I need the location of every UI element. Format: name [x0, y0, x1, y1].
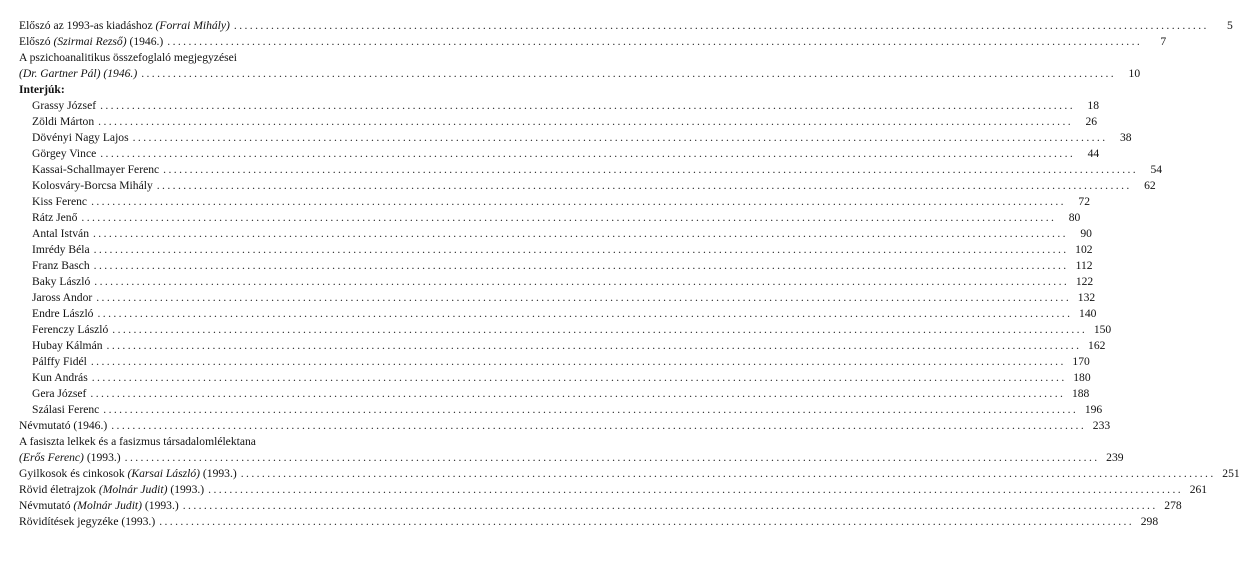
toc-entry-text: Interjúk: — [19, 83, 65, 96]
toc-entry — [19, 290, 1096, 306]
toc-entry-text: (1993.) — [200, 467, 237, 480]
dot-leader — [179, 498, 1162, 514]
dot-leader — [153, 178, 1136, 194]
dot-leader — [99, 402, 1082, 418]
toc-entry-title — [32, 226, 89, 242]
toc-entry-title — [19, 450, 121, 466]
toc-entry — [19, 482, 1208, 498]
toc-entry — [19, 114, 1098, 130]
toc-entry-text: Kiss Ferenc — [32, 195, 88, 208]
toc-page-number: 80 — [1068, 211, 1081, 224]
toc-entry — [19, 466, 1240, 482]
toc-entry-text: (1993.) — [167, 483, 205, 496]
toc-entry — [19, 514, 1159, 530]
toc-entry — [19, 386, 1090, 402]
toc-page-number: 278 — [1164, 499, 1182, 512]
toc-entry-text: Kassai-Schallmayer Ferenc — [32, 163, 160, 176]
toc-entry — [19, 498, 1182, 514]
table-of-contents — [19, 18, 1240, 530]
toc-entry-author: (Erős Ferenc) — [19, 451, 84, 464]
dot-leader — [90, 258, 1073, 274]
dot-leader — [121, 450, 1104, 466]
toc-page-number: 10 — [1128, 67, 1141, 80]
toc-entry-title — [32, 370, 88, 386]
toc-entry — [19, 50, 443, 66]
toc-entry-title — [19, 82, 65, 98]
toc-entry-text: Kun András — [32, 371, 88, 384]
toc-entry — [19, 66, 1141, 82]
toc-entry-text: Rátz Jenő — [32, 211, 78, 224]
toc-entry-text: Hubay Kálmán — [32, 339, 103, 352]
toc-entry-title — [32, 402, 99, 418]
toc-page-number: 132 — [1077, 291, 1096, 304]
toc-entry-text: Szálasi Ferenc — [32, 403, 100, 416]
toc-entry — [19, 34, 1167, 50]
toc-page-number: 180 — [1073, 371, 1091, 384]
toc-entry-title — [32, 194, 87, 210]
toc-entry-title — [32, 162, 159, 178]
toc-entry-author: (Dr. Gartner Pál) (1946.) — [19, 67, 138, 80]
toc-entry-title — [32, 290, 92, 306]
dot-leader — [96, 146, 1079, 162]
toc-entry — [19, 418, 1111, 434]
dot-leader — [93, 306, 1076, 322]
toc-page-number: 162 — [1088, 339, 1106, 352]
toc-entry-title — [19, 50, 237, 66]
toc-entry-title — [32, 338, 103, 354]
toc-entry — [19, 258, 1093, 274]
toc-entry — [19, 130, 1132, 146]
toc-page-number: 5 — [1227, 19, 1233, 32]
toc-entry-text: Endre László — [32, 307, 94, 320]
dot-leader — [237, 466, 1220, 482]
dot-leader — [86, 386, 1069, 402]
toc-entry-title — [32, 322, 108, 338]
toc-page-number: 44 — [1087, 147, 1100, 160]
toc-entry-text: Dövényi Nagy Lajos — [32, 131, 129, 144]
toc-page-number: 188 — [1071, 387, 1090, 400]
toc-entry — [19, 98, 1099, 114]
toc-entry-title — [32, 98, 96, 114]
dot-leader — [129, 130, 1112, 146]
dot-leader — [77, 210, 1060, 226]
toc-entry-title — [19, 498, 179, 514]
toc-entry — [19, 322, 1112, 338]
toc-entry-text: Előszó — [19, 35, 54, 48]
toc-entry-text: Baky László — [32, 275, 91, 288]
toc-page-number: 122 — [1075, 275, 1094, 288]
toc-entry-text: Gera József — [32, 387, 87, 400]
dot-leader — [103, 338, 1086, 354]
toc-page-number: 18 — [1087, 99, 1099, 112]
toc-entry — [19, 242, 1093, 258]
dot-leader — [87, 354, 1070, 370]
toc-entry-text: Névmutató — [19, 499, 74, 512]
toc-entry-text: Előszó az 1993-as kiadáshoz — [19, 19, 156, 32]
toc-page-number: 54 — [1150, 163, 1163, 176]
toc-entry — [19, 226, 1092, 242]
toc-entry-text: (1946.) — [126, 35, 164, 48]
dot-leader — [90, 274, 1073, 290]
toc-entry — [19, 306, 1097, 322]
toc-entry-title — [19, 418, 107, 434]
toc-entry-text: Pálffy Fidél — [32, 355, 87, 368]
toc-heading — [19, 82, 443, 98]
toc-entry-title — [32, 258, 90, 274]
toc-entry-text: Rövidítések jegyzéke (1993.) — [19, 515, 156, 528]
toc-entry-author: (Molnár Judit) — [98, 483, 168, 496]
toc-page-number: 196 — [1084, 403, 1103, 416]
toc-entry-text: Franz Basch — [32, 259, 90, 272]
toc-entry-text: Zöldi Márton — [32, 115, 95, 128]
toc-entry — [19, 338, 1106, 354]
toc-entry — [19, 402, 1103, 418]
toc-entry-text: (1993.) — [83, 451, 121, 464]
toc-page-number: 251 — [1222, 467, 1240, 480]
dot-leader — [94, 114, 1077, 130]
toc-entry-text: Névmutató (1946.) — [19, 419, 108, 432]
toc-entry — [19, 146, 1100, 162]
toc-entry-text: (1993.) — [142, 499, 179, 512]
toc-entry-title — [19, 34, 163, 50]
toc-entry-text: Jaross Andor — [32, 291, 93, 304]
toc-entry-author: (Molnár Judit) — [73, 499, 143, 512]
toc-page-number: 90 — [1080, 227, 1092, 240]
toc-entry-text: Imrédy Béla — [32, 243, 90, 256]
toc-page-number: 298 — [1140, 515, 1159, 528]
dot-leader — [90, 242, 1073, 258]
toc-entry — [19, 18, 1233, 34]
toc-entry-title — [19, 434, 256, 450]
toc-entry-title — [32, 146, 96, 162]
dot-leader — [155, 514, 1138, 530]
dot-leader — [92, 290, 1075, 306]
toc-entry-title — [19, 482, 204, 498]
toc-entry-text: A fasiszta lelkek és a fasizmus társadalomlélektana — [19, 435, 256, 448]
toc-entry — [19, 178, 1156, 194]
toc-page-number: 72 — [1078, 195, 1090, 208]
toc-entry — [19, 194, 1090, 210]
toc-page-number: 233 — [1092, 419, 1111, 432]
toc-entry — [19, 274, 1094, 290]
toc-entry-text: Antal István — [32, 227, 89, 240]
toc-entry-author: (Forrai Mihály) — [155, 19, 230, 32]
toc-entry-title — [19, 18, 230, 34]
dot-leader — [107, 418, 1090, 434]
toc-entry-text: Ferenczy László — [32, 323, 109, 336]
dot-leader — [108, 322, 1091, 338]
dot-leader — [159, 162, 1142, 178]
dot-leader — [88, 370, 1071, 386]
toc-entry — [19, 450, 1124, 466]
toc-entry — [19, 162, 1163, 178]
toc-entry-title — [32, 274, 90, 290]
toc-page-number: 239 — [1106, 451, 1124, 464]
toc-entry-text: Gyilkosok és cinkosok — [19, 467, 128, 480]
dot-leader — [163, 34, 1146, 50]
toc-entry-title — [32, 354, 87, 370]
toc-entry-title — [19, 514, 155, 530]
toc-page-number: 261 — [1189, 483, 1208, 496]
toc-entry-title — [32, 210, 77, 226]
toc-page-number: 150 — [1093, 323, 1112, 336]
toc-page-number: 112 — [1075, 259, 1093, 272]
toc-entry-title — [32, 306, 93, 322]
toc-entry — [19, 354, 1090, 370]
toc-entry-title — [32, 386, 86, 402]
dot-leader — [230, 18, 1213, 34]
toc-page-number: 140 — [1079, 307, 1097, 320]
dot-leader — [89, 226, 1072, 242]
toc-entry-text: Rövid életrajzok — [19, 483, 99, 496]
toc-entry-title — [19, 66, 137, 82]
toc-entry-text: Grassy József — [32, 99, 97, 112]
toc-page-number: 62 — [1144, 179, 1156, 192]
toc-entry-text: Kolosváry-Borcsa Mihály — [32, 179, 153, 192]
toc-page-number: 170 — [1072, 355, 1090, 368]
toc-entry-title — [32, 178, 153, 194]
toc-entry — [19, 434, 443, 450]
toc-entry-title — [32, 130, 129, 146]
toc-page-number: 26 — [1085, 115, 1098, 128]
toc-entry-title — [32, 242, 90, 258]
toc-page-number: 38 — [1119, 131, 1132, 144]
toc-entry-title — [32, 114, 94, 130]
dot-leader — [137, 66, 1120, 82]
toc-entry — [19, 210, 1081, 226]
toc-entry-author: (Szirmai Rezső) — [53, 35, 127, 48]
dot-leader — [96, 98, 1079, 114]
toc-entry-text: A pszichoanalitikus összefoglaló megjegyzései — [19, 51, 237, 64]
toc-entry-text: Görgey Vince — [32, 147, 97, 160]
toc-entry — [19, 370, 1091, 386]
toc-page-number: 7 — [1160, 35, 1167, 48]
toc-entry-author: (Karsai László) — [127, 467, 201, 480]
toc-entry-title — [19, 466, 237, 482]
dot-leader — [204, 482, 1187, 498]
toc-page-number: 102 — [1075, 243, 1093, 256]
dot-leader — [87, 194, 1070, 210]
